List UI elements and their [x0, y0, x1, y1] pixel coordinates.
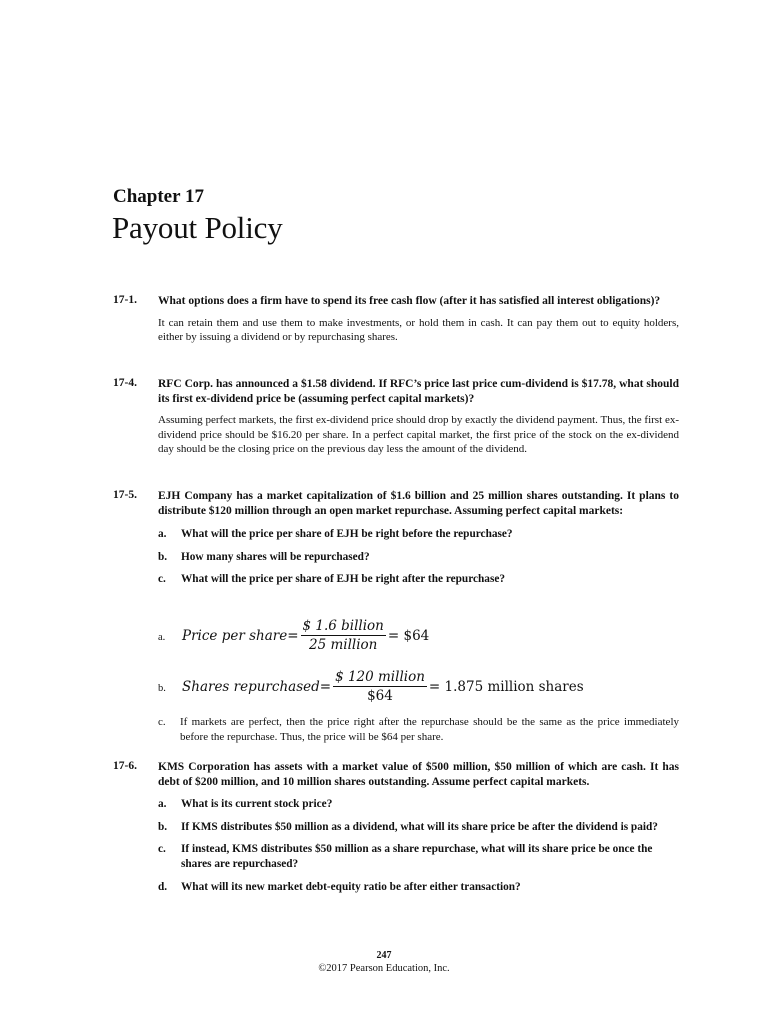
fraction-denominator: $64 [367, 688, 393, 704]
subquestion-b [158, 550, 679, 565]
equals-sign: = [319, 678, 332, 695]
equation-lhs: Price per share [182, 627, 288, 644]
subquestion-b [158, 820, 679, 835]
subquestion-d [158, 880, 679, 895]
subquestion-letter: a. [158, 798, 167, 811]
formula-letter: a. [158, 632, 166, 643]
problem-number: 17-1. [113, 294, 137, 306]
equals-sign: = [287, 627, 299, 644]
subquestion-c [158, 572, 679, 587]
problem-question: KMS Corporation has assets with a market value of $500 million, $50 million of which are cash. It has debt of $200 million, and 10 million shares outstanding. Assume perfect capital markets. [158, 761, 679, 788]
equation-rhs: = 1.875 million shares [428, 678, 584, 695]
problem-answer: It can retain them and use them to make investments, or hold them in cash. It can pay them out to equity holders, either by issuing a dividend or by repurchasing shares. [158, 316, 679, 344]
problem-17-1 [113, 294, 679, 345]
problem-number: 17-4. [113, 377, 137, 389]
equation [182, 618, 429, 653]
subquestion-text: If instead, KMS distributes $50 million as a share repurchase, what will its share price be once the shares are repurchased? [181, 843, 653, 870]
problem-17-6 [113, 760, 679, 894]
page-number: 247 [376, 950, 392, 961]
subquestion-letter: b. [158, 820, 168, 833]
equation [182, 669, 584, 704]
formula-letter: b. [158, 683, 166, 694]
problem-17-4 [113, 377, 679, 457]
subquestion-text: What will the price per share of EJH be right before the repurchase? [181, 528, 513, 541]
subquestion-letter: a. [158, 528, 167, 541]
subquestion-c [158, 842, 679, 871]
problem-answer: Assuming perfect markets, the first ex-dividend price should drop by exactly the dividend payment. Thus, the first ex-dividend price should be $16.20 per share. In a perfect capital market, the first price of the stock on the ex-dividend day should be the closing price on the previous day less the amount of the dividend. [158, 414, 679, 456]
problem-number: 17-6. [113, 760, 137, 772]
chapter-title: Payout Policy [112, 210, 283, 245]
subquestion-text: What will the price per share of EJH be right after the repurchase? [181, 573, 506, 586]
equation-rhs: = $64 [387, 627, 430, 644]
chapter-label: Chapter 17 [113, 186, 204, 207]
subquestion-text: What is its current stock price? [181, 798, 333, 811]
fraction-denominator: 25 million [309, 637, 378, 653]
equation-lhs: Shares repurchased [182, 678, 320, 695]
subquestion-letter: d. [158, 880, 168, 893]
fraction-numerator: $ 120 million [335, 669, 425, 685]
subquestion-a [158, 797, 679, 812]
subquestion-a [158, 527, 679, 542]
answer-text: If markets are perfect, then the price right after the repurchase should be the same as the price immediately before the repurchase. Thus, the price will be $64 per share. [180, 716, 679, 743]
subquestion-letter: c. [158, 843, 166, 856]
problem-question: What options does a firm have to spend its free cash flow (after it has satisfied all interest obligations)? [158, 295, 661, 307]
copyright-notice: ©2017 Pearson Education, Inc. [318, 963, 450, 974]
problem-17-5 [113, 489, 679, 587]
fraction [333, 669, 427, 704]
subquestion-text: How many shares will be repurchased? [181, 550, 370, 563]
problem-number: 17-5. [113, 489, 137, 501]
subquestion-text: What will its new market debt-equity ratio be after either transaction? [181, 880, 521, 893]
problem-question: RFC Corp. has announced a $1.58 dividend. If RFC’s price last price cum-dividend is $17.78, what should its first ex-dividend price be (assuming perfect capital markets)? [158, 378, 679, 405]
answer-letter: c. [158, 716, 166, 728]
fraction [301, 618, 386, 653]
subquestion-letter: c. [158, 573, 166, 586]
fraction-numerator: $ 1.6 billion [302, 618, 384, 634]
subquestion-letter: b. [158, 550, 168, 563]
problem-question: EJH Company has a market capitalization of $1.6 billion and 25 million shares outstanding. It plans to distribute $120 million through an open market repurchase. Assuming perfect capital markets: [158, 490, 679, 517]
answer-c [158, 715, 679, 744]
subquestion-text: If KMS distributes $50 million as a dividend, what will its share price be after the dividend is paid? [181, 820, 658, 833]
